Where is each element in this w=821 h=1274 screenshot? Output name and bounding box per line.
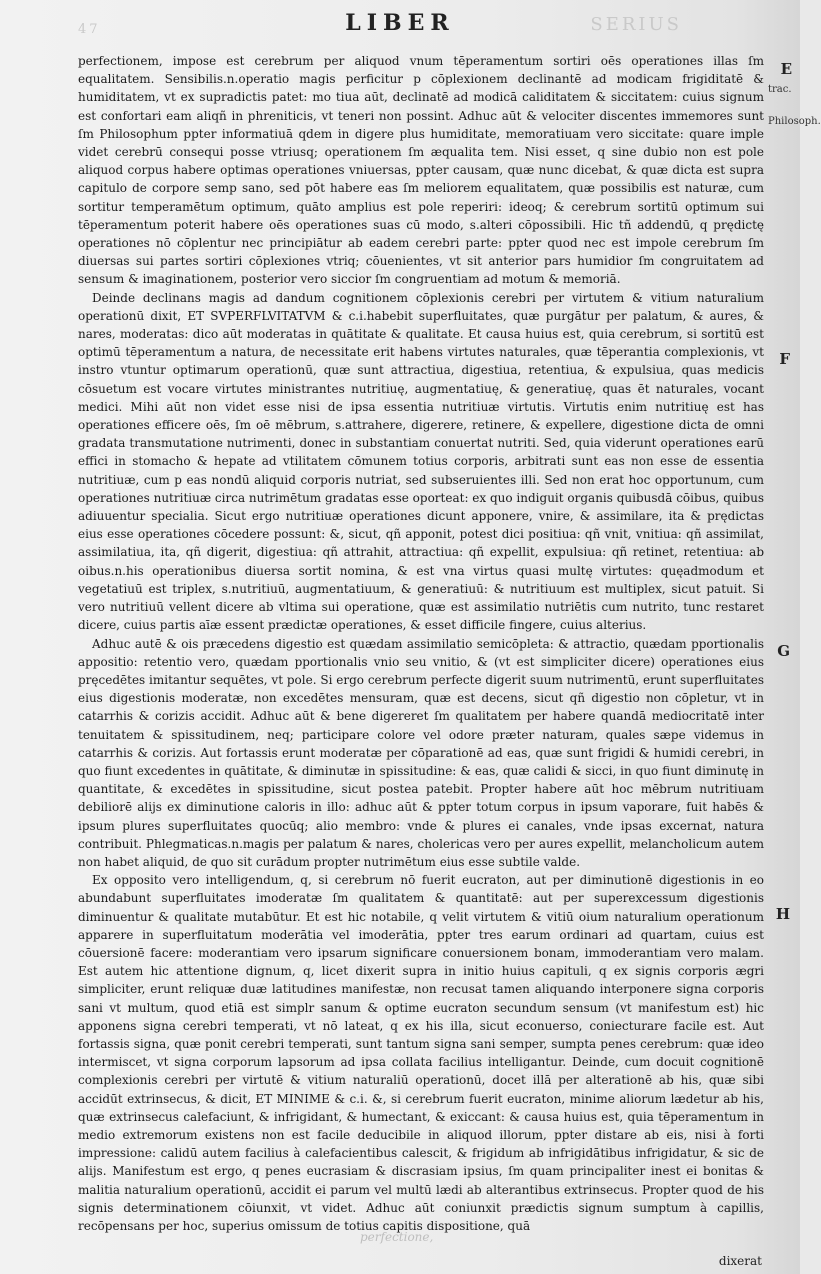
bleed-through-head: SERIUS <box>590 14 682 35</box>
bleed-through-catchword: perfectione, <box>360 1230 434 1244</box>
paragraph-4: Ex opposito vero intelligendum, q, si cerebrum nō fuerit eucraton, aut per diminutionē digestionis in eo abundabunt superfluitates imoderatæ ſm qualitatem & quantitatē: aut per superexcessum digestionis diminuentur & qualitate mutabūtur. Et est hic notabile, q velit virtutem & vitiū oium naturalium operationum apparere in superfluitatum moderātia vel imoderātia, ppter tres earum ordinari ad quartam, cuius est cōuersionē facere: moderantiam vero ipsarum significare conuersionem bonam, immoderantiam vero malam. Est autem hic attentione dignum, q, licet dixerit supra in initio huius capituli, q ex signis corporis ægri simpliciter, erunt reliquæ duæ latitudines manifestæ, non recusat tamen aliquando interponere signa corporis sani vt multum, quod etiā est simplr sanum & optime eucraton secundum sensum (vt manifestum est) hic apponens signa cerebri temperati, vt nō lateat, q ex his illa, sicut econuerso, coniecturare facile est. Aut fortassis signa, quæ ponit cerebri temperati, sunt tantum signa sani semper, sumpta penes cerebrum: quæ ideo intermiscet, vt signa corporum lapsorum ad ipsa collata facilius intelligantur. Deinde, cum docuit cognitionē complexionis cerebri per virtutē & vitium naturaliū operationū, docet illā per alterationē ab his, quæ sibi accidūt extrinsecus, & dicit, ET MINIME & c.i. &, si cerebrum fuerit eucraton, minime aliorum lædetur ab his, quæ extrinsecus calefaciunt, & infrigidant, & humectant, & exiccant: & causa huius est, quia tēperamentum in medio extremorum existens non est facile deducibile in aliquod illorum, ppter distare ab eis, nisi à forti impressione: calidū autem facilius à calefacientibus calescit, & frigidum ab infrigidātibus infrigidatur, & sic de alijs. Manifestum est ergo, q penes eucrasiam & discrasiam ipsius, ſm quam principaliter inest ei bonitas & malitia naturalium operationū, accidit ei parum vel multū lædi ab alterantibus extrinsecus. Propter quod de his signis determinationem cōiunxit, vt videt. Adhuc aūt coniunxit prædictis signum sumptum à capillis, recōpensans per hoc, superius omissum de totius capitis dispositione, quā <box>78 873 764 1233</box>
margin-letter-e: E <box>780 60 792 78</box>
paragraph-3: Adhuc autē & ois præcedens digestio est quædam assimilatio semicōpleta: & attractio, quædam pportionalis appositio: retentio vero, quædam pportionalis vnio seu vnitio, & (vt est simpliciter dicere) operationes eius pręcedētes imitantur sequētes, vt pole. Si ergo cerebrum perfecte digerit suum nutrimentū, erunt superfluitates eius digestionis moderatæ, non excedētes mensuram, quæ est decens, sicut qñ digestio non cōpletur, vt in catarrhis & corizis accidit. Adhuc aūt & bene digereret ſm qualitatem per habere quandā mediocritatē inter tenuitatem & spissitudinem, neq; participare colore vel odore præter naturam, quales sæpe videmus in catarrhis & corizis. Aut fortassis erunt moderatæ per cōparationē ad eas, quæ sunt frigidi & humidi cerebri, in quo fiunt excedentes in quātitate, & diminutæ in spissitudine: & eas, quæ calidi & sicci, in quo fiunt diminutę in quantitate, & excedētes in spissitudine, sicut postea patebit. Propter habere aūt hoc mēbrum nutritiuam debiliorē alijs ex diminutione caloris in illo: adhuc aūt & ppter totum corpus in ipsum vaporare, fuit habēs & ipsum plures superfluitates quocūq; alio membro: vnde & plures ei canales, vnde ipsas excernat, natura contribuit. Phlegmaticas.n.magis per palatum & nares, cholericas vero per aures expellit, melancholicum autem non habet aliquid, de quo sit curādum propter nutrimētum eius esse subtile valde. <box>78 636 764 869</box>
margin-letter-h: H <box>775 905 790 923</box>
running-head: LIBER <box>345 10 455 36</box>
paragraph-1: perfectionem, impose est cerebrum per aliquod vnum tēperamentum sortiri oēs operationes illas ſm equalitatem. Sensibilis.n.operatio magis perficitur p cōplexionem declinantē ad modicam frigiditatē & humiditatem, vt ex supradictis patet: mo tiua aūt, declinatē ad modicā caliditatem & siccitatem: cuius signum est confortari eam aliqñ in phreniticis, vt teneri non possint. Adhuc aūt & velociter discentes immemores sunt ſm Philosophum ppter informatiuā qdem in digere plus humiditate, memoratiuam vero siccitate: quare imple videt cerebrū consequi posse vtriusq; operationem ſm æqualita tem. Nisi esset, q sine dubio non est pole aliquod corpus habere optimas operationes vniuersas, ppter causam, quæ nunc dicebat, & quæ dicta est supra capitulo de corpore semp sano, sed pōt habere eas ſm meliorem equalitatem, quæ possibilis est naturæ, cum sortitur temperamētum optimum, quāto amplius est pole reperiri: ideoq; & cerebrum sortitū optimum sui tēperamentum poterit habere oēs operationes suas cū modo, s.alteri cōpossibili. Hic tñ addendū, q prędictę operationes nō cōplentur nec principiātur ab eadem cerebri parte: ppter quod nec est impole cerebrum ſm diuersas sui partes sortiri cōplexiones vtriq; cōuenientes, vt sit anterior pars humidior ſm congruitatem ad sensum & imaginationem, posterior vero siccior ſm congruentiam ad motum & memoriā. <box>78 54 764 287</box>
catchword: dixerat <box>718 1254 762 1268</box>
margin-letter-g: G <box>777 642 790 660</box>
paragraph-2: Deinde declinans magis ad dandum cognitionem cōplexionis cerebri per virtutem & vitium naturalium operationū dixit, ET SVPERFLVITATVM & c.i.habebit superfluitates, quæ purgātur per palatum, & aures, & nares, moderatas: dico aūt moderatas in quātitate & qualitate. Et causa huius est, quia cerebrum, si sortitū est optimū tēperamentum a natura, de necessitate erit habens virtutes naturales, quæ tēperantia complexionis, vt instro vtuntur optimarum operationū, quæ sunt attractiua, digestiua, retentiua, & expulsiua, quas medicis cōsuetum est vocare virtutes ministrantes nutritiuę, augmentatiuę, & generatiuę, quas ēt naturales, vocant medici. Mihi aūt non videt esse nisi de ipsa essentia nutritiuæ virtutis. Virtutis enim nutritiuę est has operationes efficere oēs, ſm oē mēbrum, s.attrahere, digerere, retinere, & expellere, digestione dicta de omni gradata transmutatione nutrimenti, donec in substantiam conuertat nutriti. Sed, quia viderunt operationes earū effici in stomacho & hepate ad vtilitatem cōmunem totius corporis, arbitrati sunt eas non esse de essentia nutritiuæ, cum p eas nondū aliquid corporis nutriat, sed subseruientes illi. Sed non erat hoc opportunum, cum operationes nutritiuæ circa nutrimētum gradatas esse oporteat: ex quo indiguit organis quibusdā cōibus, quibus adiuuentur specialia. Sicut ergo nutritiuæ operationes dicunt apponere, vnire, & assimilare, ita & prędictas eius esse operationes cōcedere possunt: &, sicut, qñ apponit, potest dici positiua: qñ vnit, vnitiua: qñ assimilat, assimilatiua, ita, qñ digerit, digestiua: qñ attrahit, attractiua: qñ expellit, expulsiua: qñ retinet, retentiua: ab oibus.n.his operationibus diuersa sortit nomina, & est vna virtus quasi multę virtutes: quęadmodum et vegetatiuū est triplex, s.nutritiuū, augmentatiuum, & generatiuū: & nutritiuum est multiplex, sicut patuit. Si vero nutritiuū vellent dicere ab vltima sui operatione, quæ est assimilatio nutriētis cum nutrito, tunc restaret dicere, cuius partis aīæ essent prædictæ operationes, & esset difficile fingere, cuius alterius. <box>78 290 765 633</box>
margin-letter-f: F <box>779 350 790 368</box>
bleed-through-folio: 47 <box>78 22 101 37</box>
margin-note-trac: trac. <box>768 84 792 95</box>
main-text <box>78 52 764 1235</box>
margin-note-philosoph: Philosoph. <box>768 116 821 127</box>
